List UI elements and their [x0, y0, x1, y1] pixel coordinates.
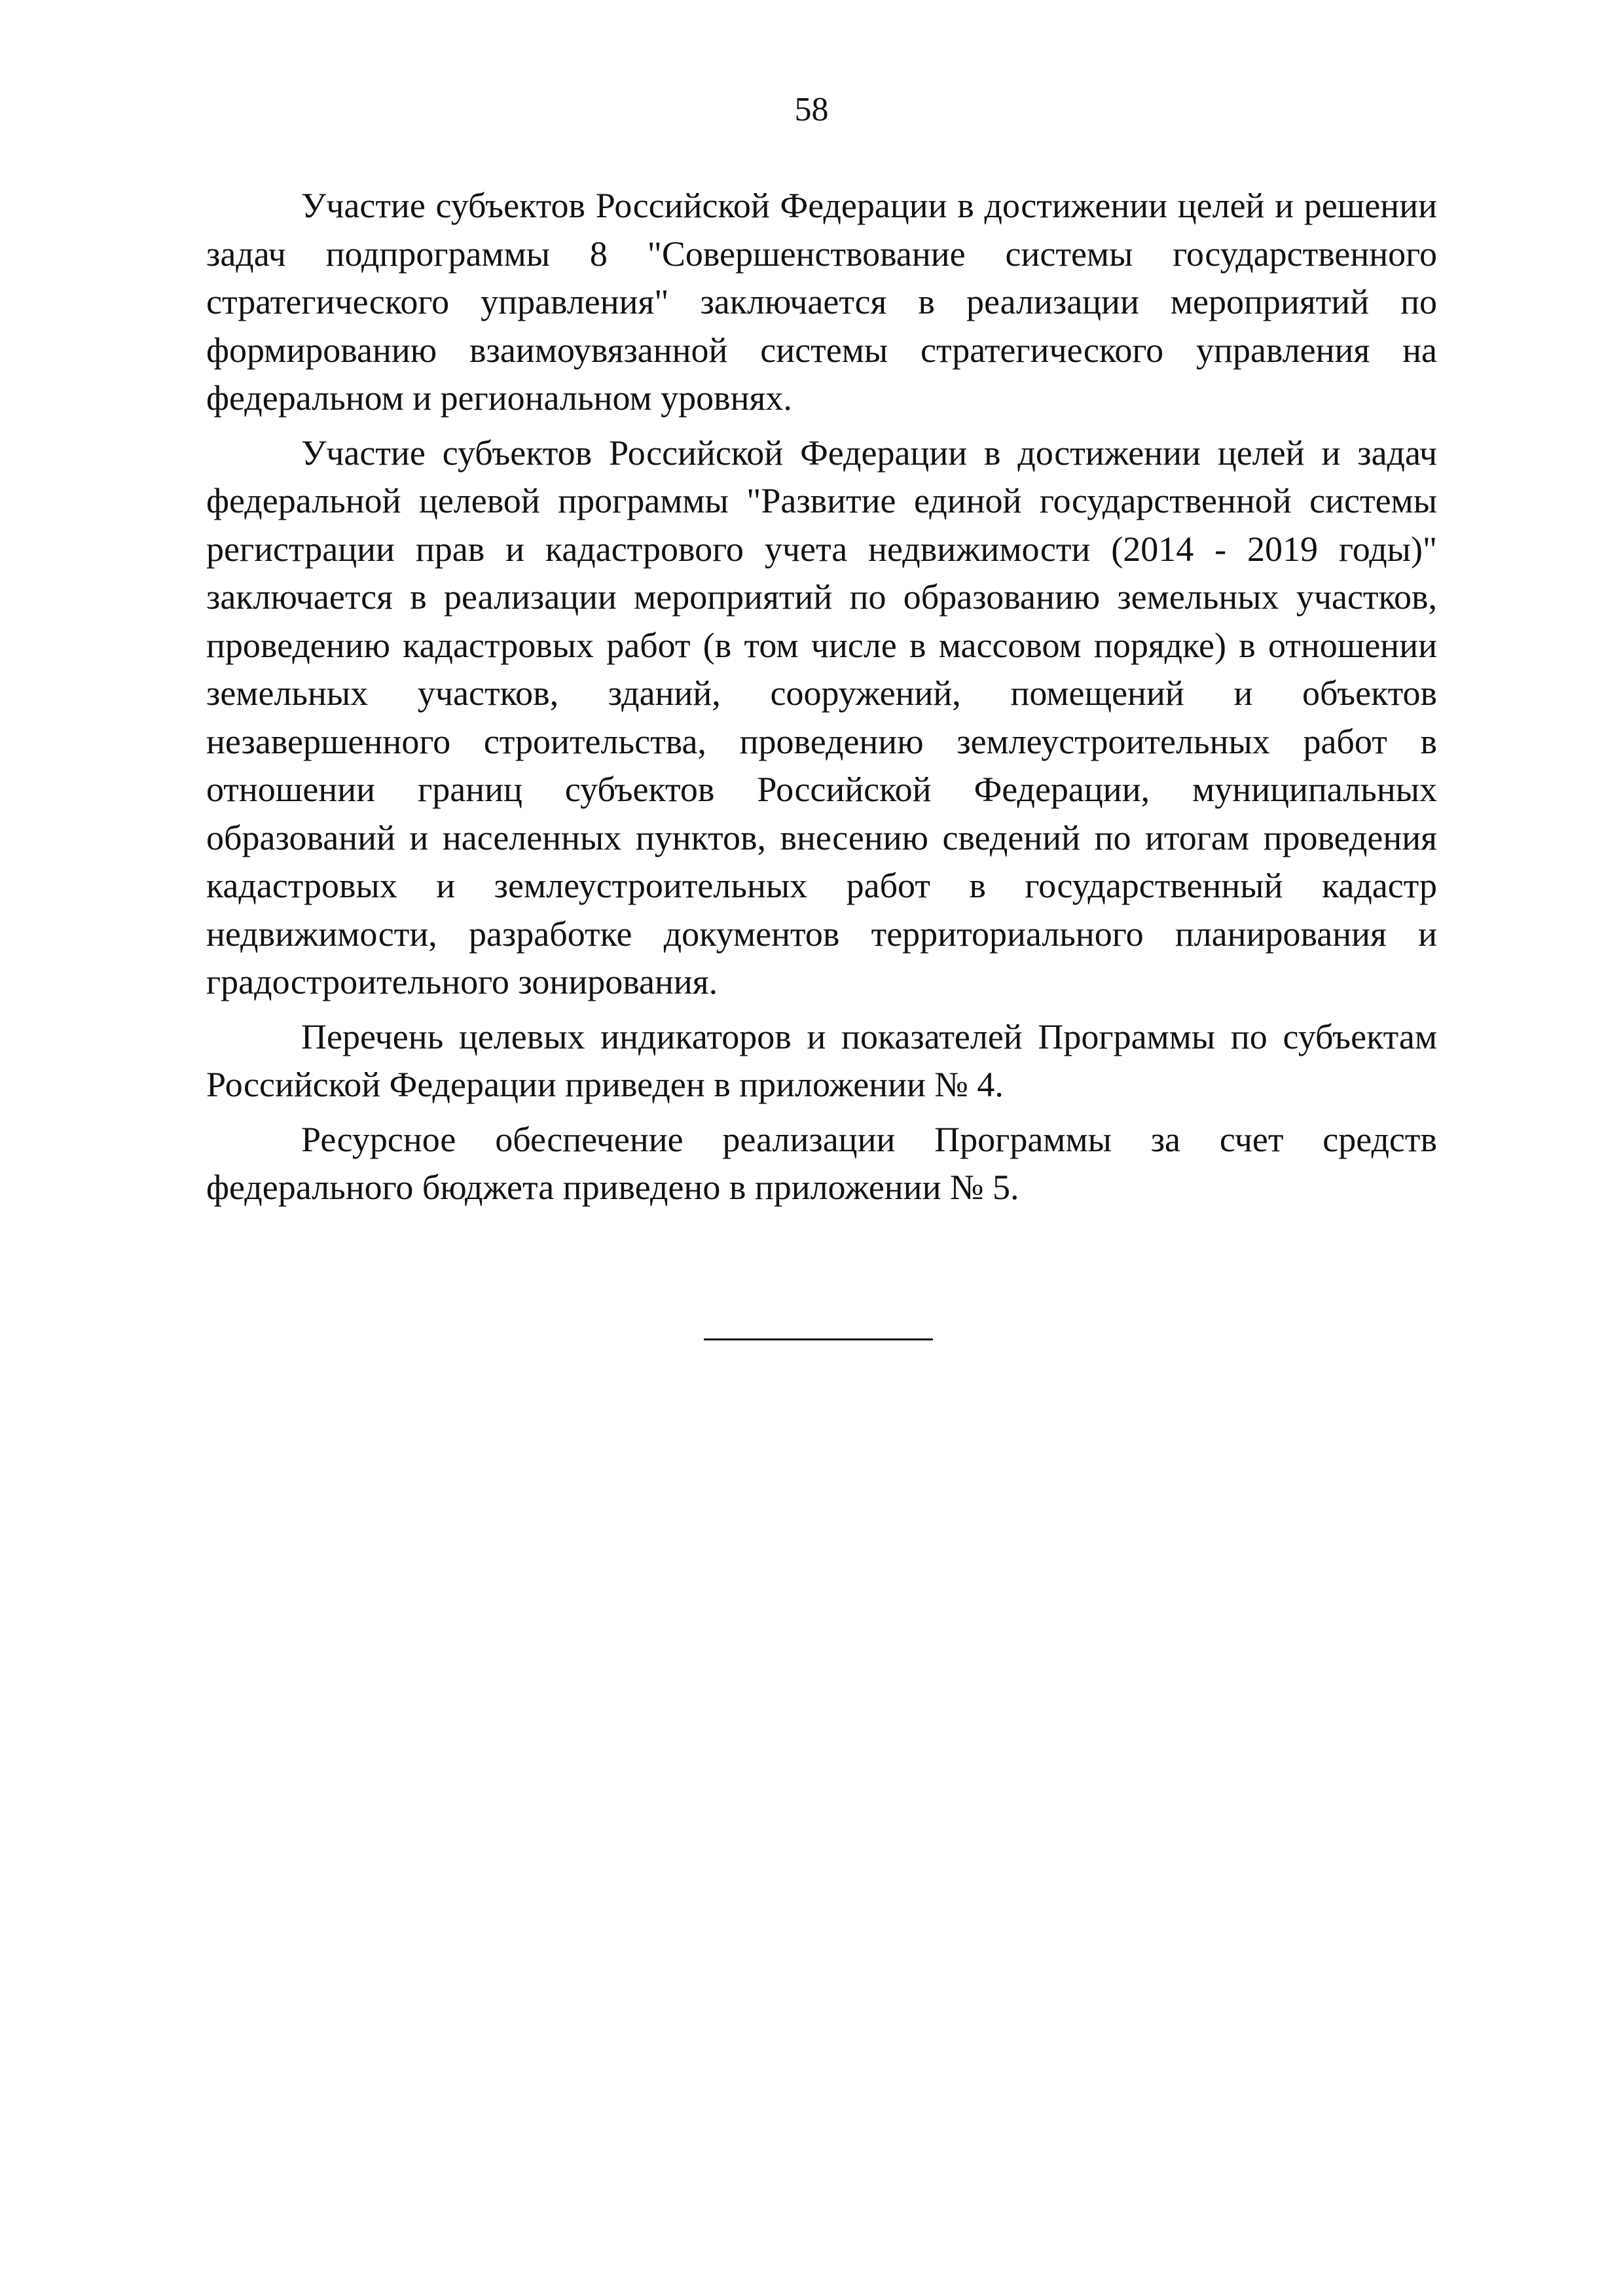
end-of-text-rule [704, 1338, 933, 1340]
paragraph-subprogram-8: Участие субъектов Российской Федерации в достижении целей и решении задач подпрограммы 8 "Совершенствование системы государственного стратегического управления" заключается в реализации мероприятий по формированию взаимоувязанной системы стратегического управления на федеральном и региональном уровнях. [206, 186, 1437, 418]
page-number: 58 [794, 91, 829, 128]
paragraph-federal-target-program: Участие субъектов Российской Федерации в достижении целей и задач федеральной целевой программы "Развитие единой государственной системы регистрации прав и кадастрового учета недвижимости (2014 - 2019 годы)" заключается в реализации мероприятий по образованию земельных участков, проведению кадастровых работ (в том числе в массовом порядке) в отношении земельных участков, зданий, сооружений, помещений и объектов незавершенного строительства, проведению землеустроительных работ в отношении границ субъектов Российской Федерации, муниципальных образований и населенных пунктов, внесению сведений по итогам проведения кадастровых и землеустроительных работ в государственный кадастр недвижимости, разработке документов территориального планирования и градостроительного зонирования. [206, 433, 1437, 1001]
paragraph-indicators-appendix: Перечень целевых индикаторов и показателей Программы по субъектам Российской Федерации приведен в приложении № 4. [206, 1016, 1437, 1104]
document-body [206, 182, 1437, 1219]
paragraph-resource-appendix: Ресурсное обеспечение реализации Программы за счет средств федерального бюджета приведено в приложении № 5. [206, 1119, 1437, 1207]
